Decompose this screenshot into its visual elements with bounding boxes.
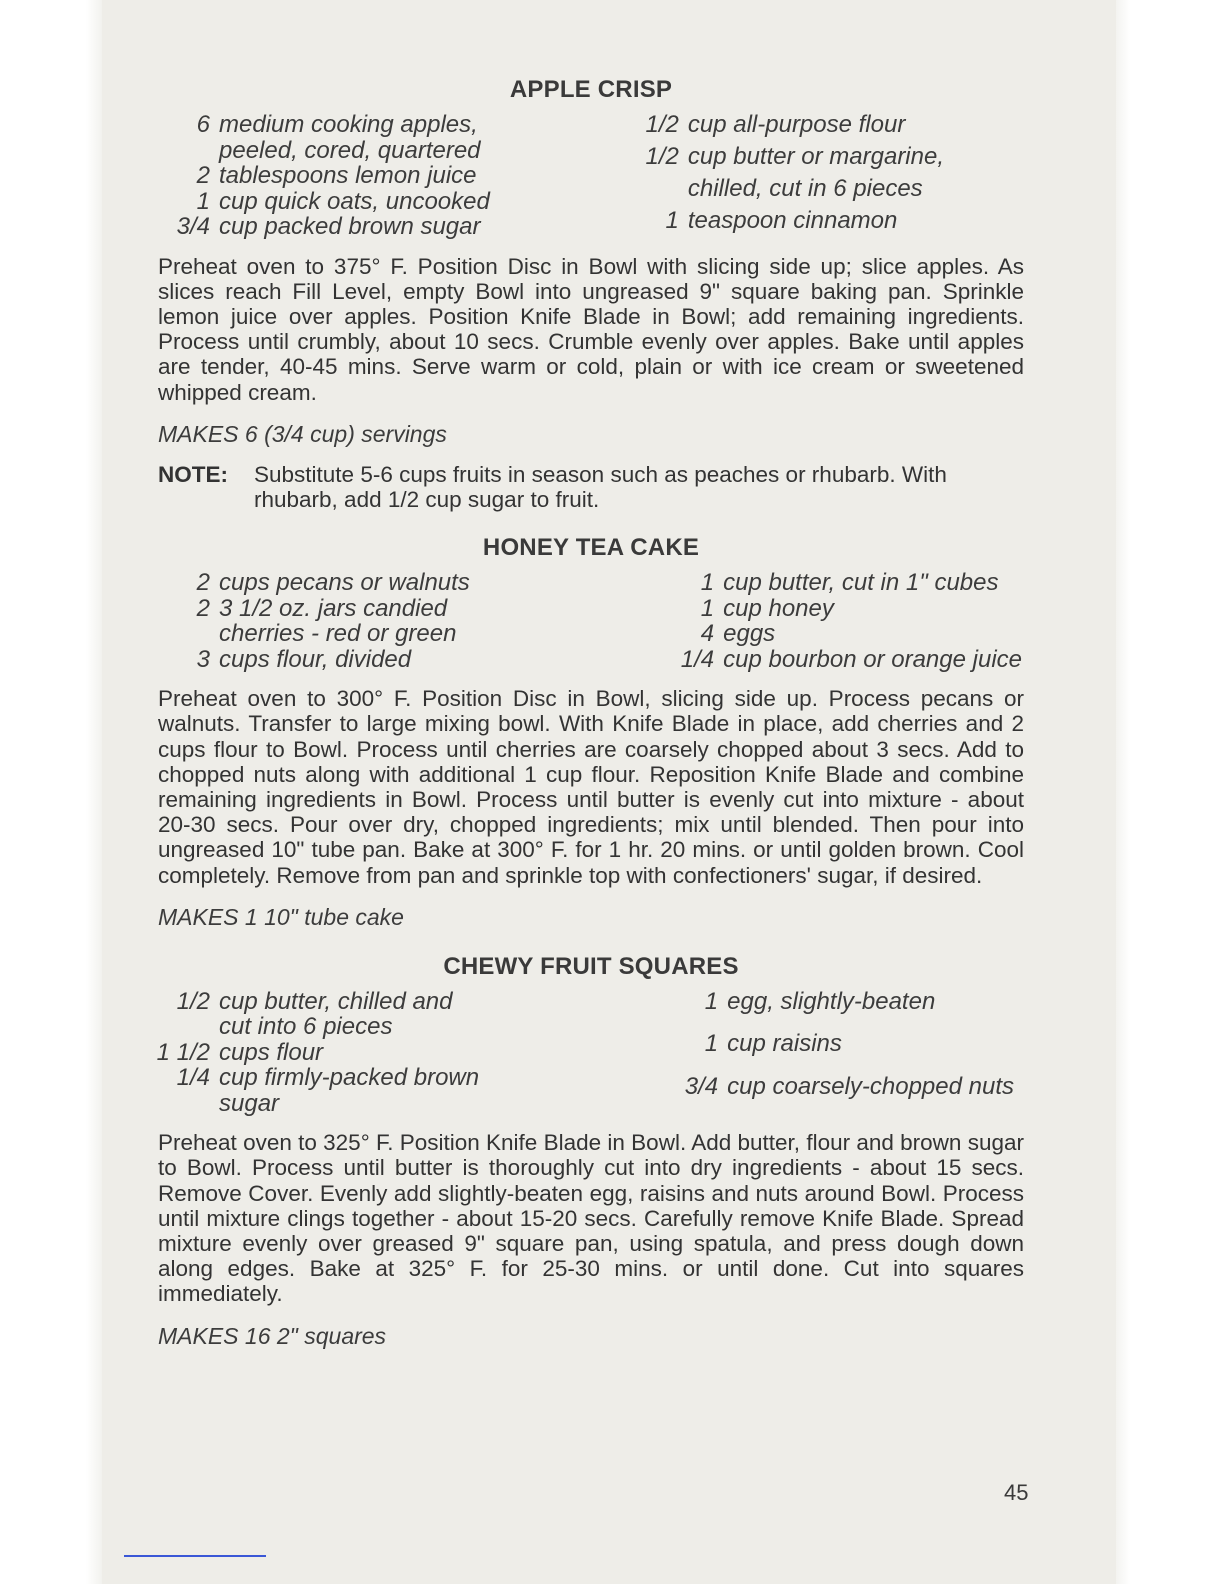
ingredient-qty: 1 <box>700 594 715 622</box>
ingredient-text: medium cooking apples, <box>219 111 478 138</box>
ingredient-text: cherries - red or green <box>219 620 457 648</box>
ingredient-qty <box>132 1014 210 1040</box>
recipe-yield: MAKES 16 2" squares <box>158 1322 387 1349</box>
page-content <box>158 76 1024 1350</box>
ingredient-text: cups flour <box>219 1038 324 1066</box>
recipe-honey-tea-cake <box>158 534 1024 931</box>
ingredient-qty: 4 <box>700 620 715 648</box>
ingredient-text: egg, slightly-beaten <box>727 987 936 1015</box>
ingredient-text: teaspoon cinnamon <box>687 206 898 234</box>
ingredient-qty: 1 <box>700 569 715 597</box>
ingredient-text: cup butter or margarine, <box>687 142 944 170</box>
ingredient-column-right <box>636 570 1022 672</box>
ingredient-column-left <box>132 570 470 672</box>
recipe-directions: Preheat oven to 300° F. Position Disc in Bowl, slicing side up. Process pecans or walnuts. Transfer to large mixing bowl. With Knife Blade in place, add cherries and 2 cups flour to Bowl. Process until cherries are coarsely chopped about 3 secs. Add to chopped nuts along with additional 1 cup flour. Reposition Knife Blade and combine remaining ingredients in Bowl. Process until butter is evenly cut into mixture - about 20-30 secs. Pour over dry, chopped ingredients; mix until blended. Then pour into ungreased 10" tube pan. Bake at 300° F. for 1 hr. 20 mins. or until golden brown. Cool completely. Remove from pan and sprinkle top with confectioners' sugar, if desired. <box>158 686 1024 888</box>
ingredient-text: peeled, cored, quartered <box>219 136 481 164</box>
recipe-note <box>158 462 1024 512</box>
recipe-yield: MAKES 1 10" tube cake <box>158 903 404 930</box>
recipe-directions: Preheat oven to 375° F. Position Disc in Bowl with slicing side up; slice apples. As slices reach Fill Level, empty Bowl into ungreased 9" square baking pan. Sprinkle lemon juice over apples. Position Knife Blade in Bowl; add remaining ingredients. Process until crumbly, about 10 secs. Crumble evenly over apples. Bake until apples are tender, 40-45 mins. Serve warm or cold, plain or with ice cream or sweetened whipped cream. <box>158 253 1024 405</box>
ingredient-column-right <box>640 989 1014 1117</box>
ingredient-qty: 3 <box>196 645 210 673</box>
ingredient-qty: 1 <box>196 187 210 215</box>
ingredient-list <box>158 989 1024 1117</box>
ingredient-text: eggs <box>723 620 776 648</box>
ingredient-list <box>158 570 1024 672</box>
ingredient-qty <box>132 1091 210 1117</box>
ingredient-list <box>158 112 1024 240</box>
ingredient-text: cups pecans or walnuts <box>219 569 470 597</box>
ingredient-text: cup bourbon or orange juice <box>723 645 1022 673</box>
recipe-chewy-fruit-squares <box>158 953 1024 1350</box>
ingredient-qty <box>601 176 679 208</box>
ingredient-text: cup honey <box>723 594 834 622</box>
ingredient-text: cup butter, cut in 1" cubes <box>723 569 999 597</box>
ingredient-text: sugar <box>219 1089 280 1117</box>
page-left-edge <box>86 0 102 1584</box>
ingredient-qty: 1 <box>665 206 679 234</box>
note-label: NOTE: <box>158 461 228 487</box>
ingredient-qty: 3/4 <box>176 213 210 240</box>
recipe-title: HONEY TEA CAKE <box>482 534 700 562</box>
ingredient-qty <box>132 138 210 164</box>
ingredient-qty <box>132 621 210 647</box>
ingredient-qty: 6 <box>196 111 210 138</box>
ingredient-column-left <box>132 112 490 240</box>
ingredient-qty: 1/2 <box>645 142 679 170</box>
ingredient-text: chilled, cut in 6 pieces <box>687 174 923 202</box>
recipe-directions: Preheat oven to 325° F. Position Knife Blade in Bowl. Add butter, flour and brown sugar to Bowl. Process until butter is thoroughly cut into dry ingredients - about 15 secs. Remove Cover. Evenly add slightly-beaten egg, raisins and nuts around Bowl. Process until mixture clings together - about 15-20 secs. Carefully remove Knife Blade. Spread mixture evenly over greased 9" square pan, using spatula, and press dough down along edges. Bake at 325° F. for 25-30 mins. or until done. Cut into squares immediately. <box>158 1130 1024 1307</box>
recipe-title: APPLE CRISP <box>509 76 673 103</box>
ingredient-qty: 3/4 <box>684 1072 719 1100</box>
ingredient-text: cup coarsely-chopped nuts <box>727 1072 1014 1100</box>
recipe-yield: MAKES 6 (3/4 cup) servings <box>158 420 447 447</box>
ingredient-qty: 1 1/2 <box>156 1038 210 1066</box>
ingredient-text: cup butter, chilled and <box>219 987 453 1015</box>
ingredient-qty: 2 <box>196 162 210 189</box>
ingredient-qty: 1 <box>704 1030 719 1058</box>
ingredient-qty: 2 <box>196 594 210 622</box>
ingredient-text: cut into 6 pieces <box>219 1013 393 1041</box>
ingredient-text: cup raisins <box>727 1030 842 1058</box>
ingredient-qty: 2 <box>196 569 210 597</box>
ingredient-column-left <box>132 989 479 1117</box>
ingredient-qty: 1/2 <box>645 111 679 138</box>
ingredient-text: cup all-purpose flour <box>687 111 906 138</box>
ingredient-text: cup quick oats, uncooked <box>219 187 490 215</box>
page-right-edge <box>1116 0 1130 1584</box>
ingredient-text: tablespoons lemon juice <box>219 162 477 189</box>
bottom-divider <box>124 1555 266 1557</box>
recipe-apple-crisp <box>158 76 1024 512</box>
page-number: 45 <box>1004 1480 1029 1505</box>
ingredient-qty: 1/2 <box>176 987 210 1015</box>
ingredient-qty: 1/4 <box>680 645 715 673</box>
ingredient-text: cups flour, divided <box>219 645 412 673</box>
ingredient-text: cup firmly-packed brown <box>219 1064 480 1092</box>
note-text: Substitute 5-6 cups fruits in season such as peaches or rhubarb. With rhubarb, add 1/2 cup sugar to fruit. <box>254 461 947 512</box>
ingredient-text: cup packed brown sugar <box>219 213 481 240</box>
ingredient-text: 3 1/2 oz. jars candied <box>219 594 448 622</box>
ingredient-qty: 1/4 <box>176 1064 210 1092</box>
ingredient-column-right <box>601 112 944 240</box>
ingredient-qty: 1 <box>704 987 719 1015</box>
recipe-title: CHEWY FRUIT SQUARES <box>443 952 739 980</box>
